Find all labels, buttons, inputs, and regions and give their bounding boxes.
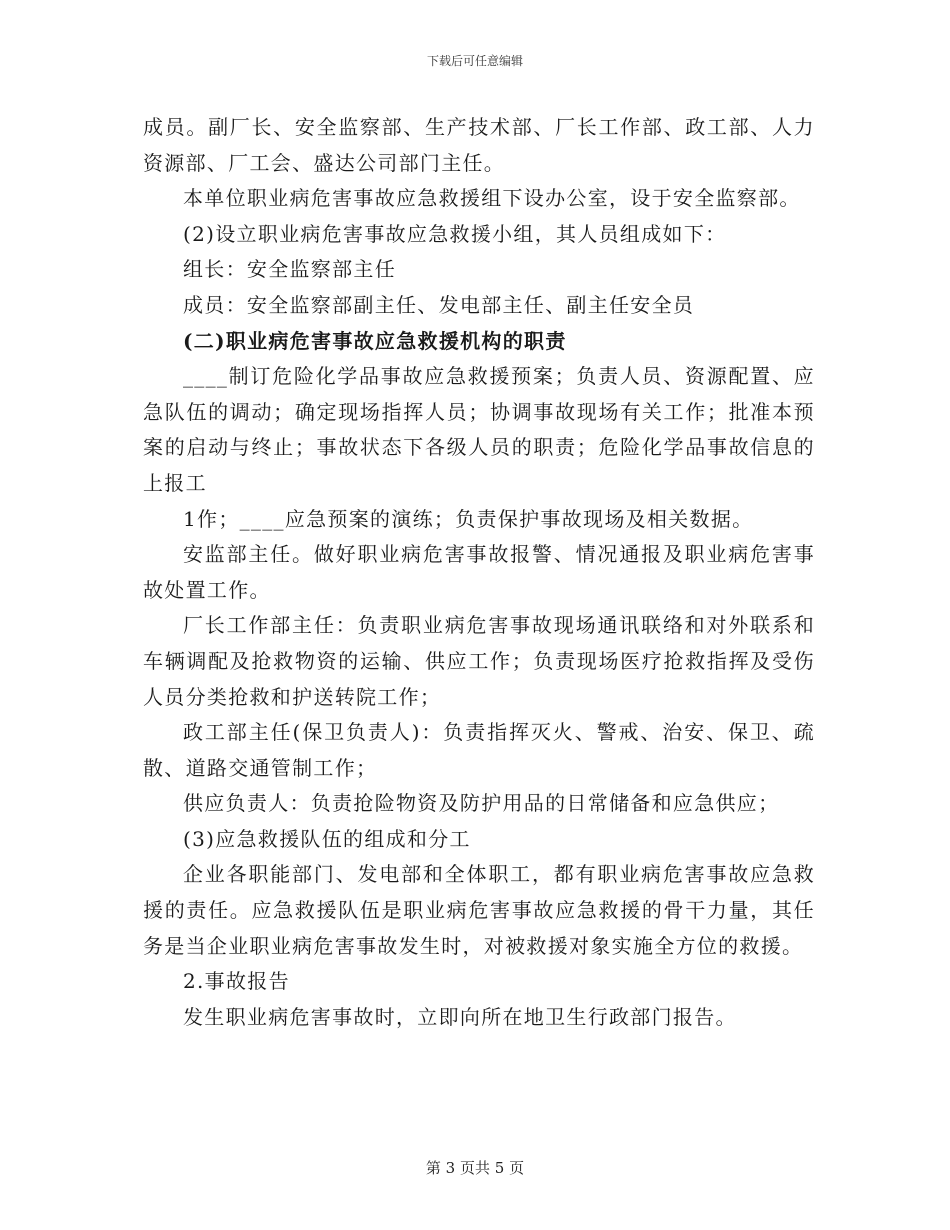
page-footer: 第 3 页共 5 页	[425, 1159, 525, 1177]
page-header: 下载后可任意编辑	[426, 54, 523, 68]
paragraph-safety-director: 安监部主任。做好职业病危害事故报警、情况通报及职业病危害事故处置工作。	[143, 542, 815, 602]
paragraph-rescue-team-heading: (3)应急救援队伍的组成和分工	[183, 826, 471, 851]
paragraph-rescue-team: 企业各职能部门、发电部和全体职工，都有职业病危害事故应急救援的责任。应急救援队伍是职业病危害事故应急救援的骨干力量，其任务是当企业职业病危害事故发生时，对被救援对象实施全方位的救援。	[143, 862, 815, 958]
paragraph-drill: 1作；____应急预案的演练；负责保护事故现场及相关数据。	[183, 506, 754, 531]
paragraph-team-members: 成员：安全监察部副主任、发电部主任、副主任安全员	[183, 292, 695, 317]
paragraph-team-setup: (2)设立职业病危害事故应急救援小组，其人员组成如下：	[183, 221, 727, 246]
section-heading-report: 2.事故报告	[183, 969, 290, 994]
paragraph-duties: ____制订危险化学品事故应急救援预案；负责人员、资源配置、应急队伍的调动；确定现场指挥人员；协调事故现场有关工作；批准本预案的启动与终止；事故状态下各级人员的职责；危险化学品事故信息的上报工	[143, 364, 815, 495]
paragraph-factory-director-office: 厂长工作部主任：负责职业病危害事故现场通讯联络和对外联系和车辆调配及抢救物资的运输、供应工作；负责现场医疗抢救指挥及受伤人员分类抢救和护送转院工作；	[143, 613, 815, 709]
paragraph-report: 发生职业病危害事故时，立即向所在地卫生行政部门报告。	[183, 1004, 737, 1029]
paragraph-political-dept: 政工部主任(保卫负责人)：负责指挥灭火、警戒、治安、保卫、疏散、道路交通管制工作；	[143, 720, 815, 780]
paragraph-supply: 供应负责人：负责抢险物资及防护用品的日常储备和应急供应；	[183, 791, 780, 816]
paragraph-members: 成员。副厂长、安全监察部、生产技术部、厂长工作部、政工部、人力资源部、厂工会、盛达公司部门主任。	[143, 115, 815, 175]
section-heading-duties: (二)职业病危害事故应急救援机构的职责	[183, 328, 567, 353]
paragraph-office: 本单位职业病危害事故应急救援组下设办公室，设于安全监察部。	[183, 186, 801, 211]
paragraph-team-leader: 组长：安全监察部主任	[183, 257, 396, 282]
document-body	[143, 110, 815, 1035]
